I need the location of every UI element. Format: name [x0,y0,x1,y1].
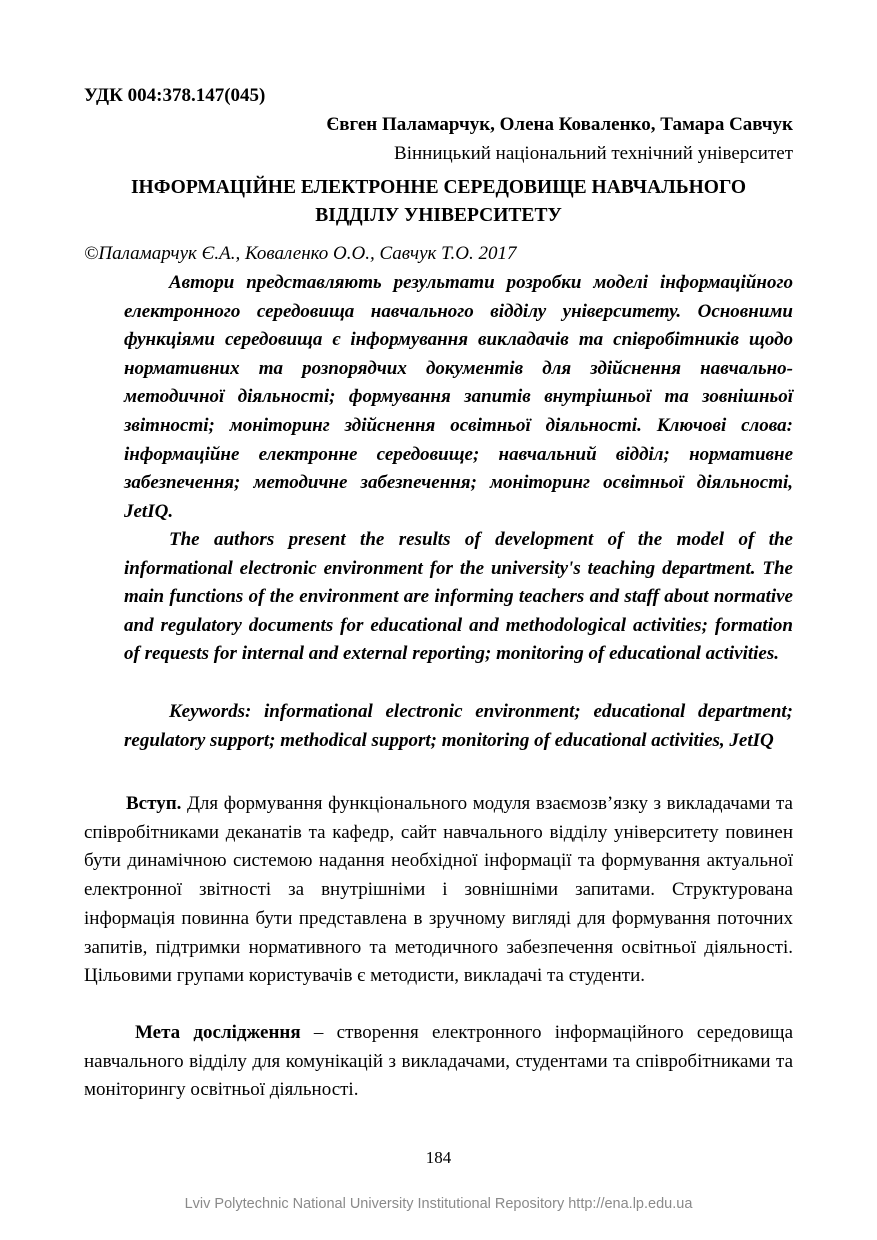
goal-paragraph [84,1019,793,1105]
page-number: 184 [425,1148,452,1167]
abstract-english: The authors present the results of development of the model of the informational electronic environment for the university's teaching department. The main functions of the environment are informing teachers and staff about normative and regulatory documents for educational and methodological activities; formation of requests for internal and external reporting; monitoring of educational activities. [124,529,793,665]
paper-title [84,174,793,230]
abstract-ukrainian: Автори представляють результати розробки моделі інформаційного електронного середовища навчального відділу університету. Основними функціями середовища є інформування викладачів та співробітників щодо нормативних та розпорядчих документів для здійснення навчально-методичної діяльності; формування запитів внутрішньої та зовнішньої звітності; моніторинг здійснення освітньої діяльності. Ключові слова: інформаційне електронне середовище; навчальний відділ; нормативне забезпечення; методичне забезпечення; моніторинг освітньої діяльності, JetIQ. [124,272,793,522]
paper-title-line-2: ВІДДІЛУ УНІВЕРСИТЕТУ [315,205,562,226]
intro-paragraph [84,790,793,991]
authors-line: Євген Паламарчук, Олена Коваленко, Тамара Савчук [326,114,793,135]
keywords-english: Keywords: informational electronic environment; educational department; regulatory support; methodical support; monitoring of educational activities, JetIQ [124,701,793,751]
intro-heading: Вступ. [126,793,182,814]
copyright-notice: ©Паламарчук Є.А., Коваленко О.О., Савчук Т.О. 2017 [84,243,517,264]
paper-title-line-1: ІНФОРМАЦІЙНЕ ЕЛЕКТРОННЕ СЕРЕДОВИЩЕ НАВЧАЛЬНОГО [130,177,747,198]
goal-heading: Мета дослідження [135,1022,301,1043]
repository-footer: Lviv Polytechnic National University Institutional Repository http://ena.lp.edu.ua [184,1196,693,1212]
intro-text: Для формування функціонального модуля взаємозв’язку з викладачами та співробітниками деканатів та кафедр, сайт навчального відділу університету повинен бути динамічною системою надання необхідної інформації та формування актуальної електронної звітності за внутрішніми і зовнішніми запитами. Структурована інформація повинна бути представлена в зручному вигляді для формування поточних запитів, підтримки нормативного та методичного забезпечення освітньої діяльності. Цільовими групами користувачів є методисти, викладачі та студенти. [84,793,793,987]
affiliation: Вінницький національний технічний університет [394,143,793,164]
udk-code: УДК 004:378.147(045) [84,85,266,106]
goal-text: – створення електронного інформаційного середовища навчального відділу для комунікацій з викладачами, студентами та співробітниками та моніторингу освітньої діяльності. [84,1022,793,1101]
